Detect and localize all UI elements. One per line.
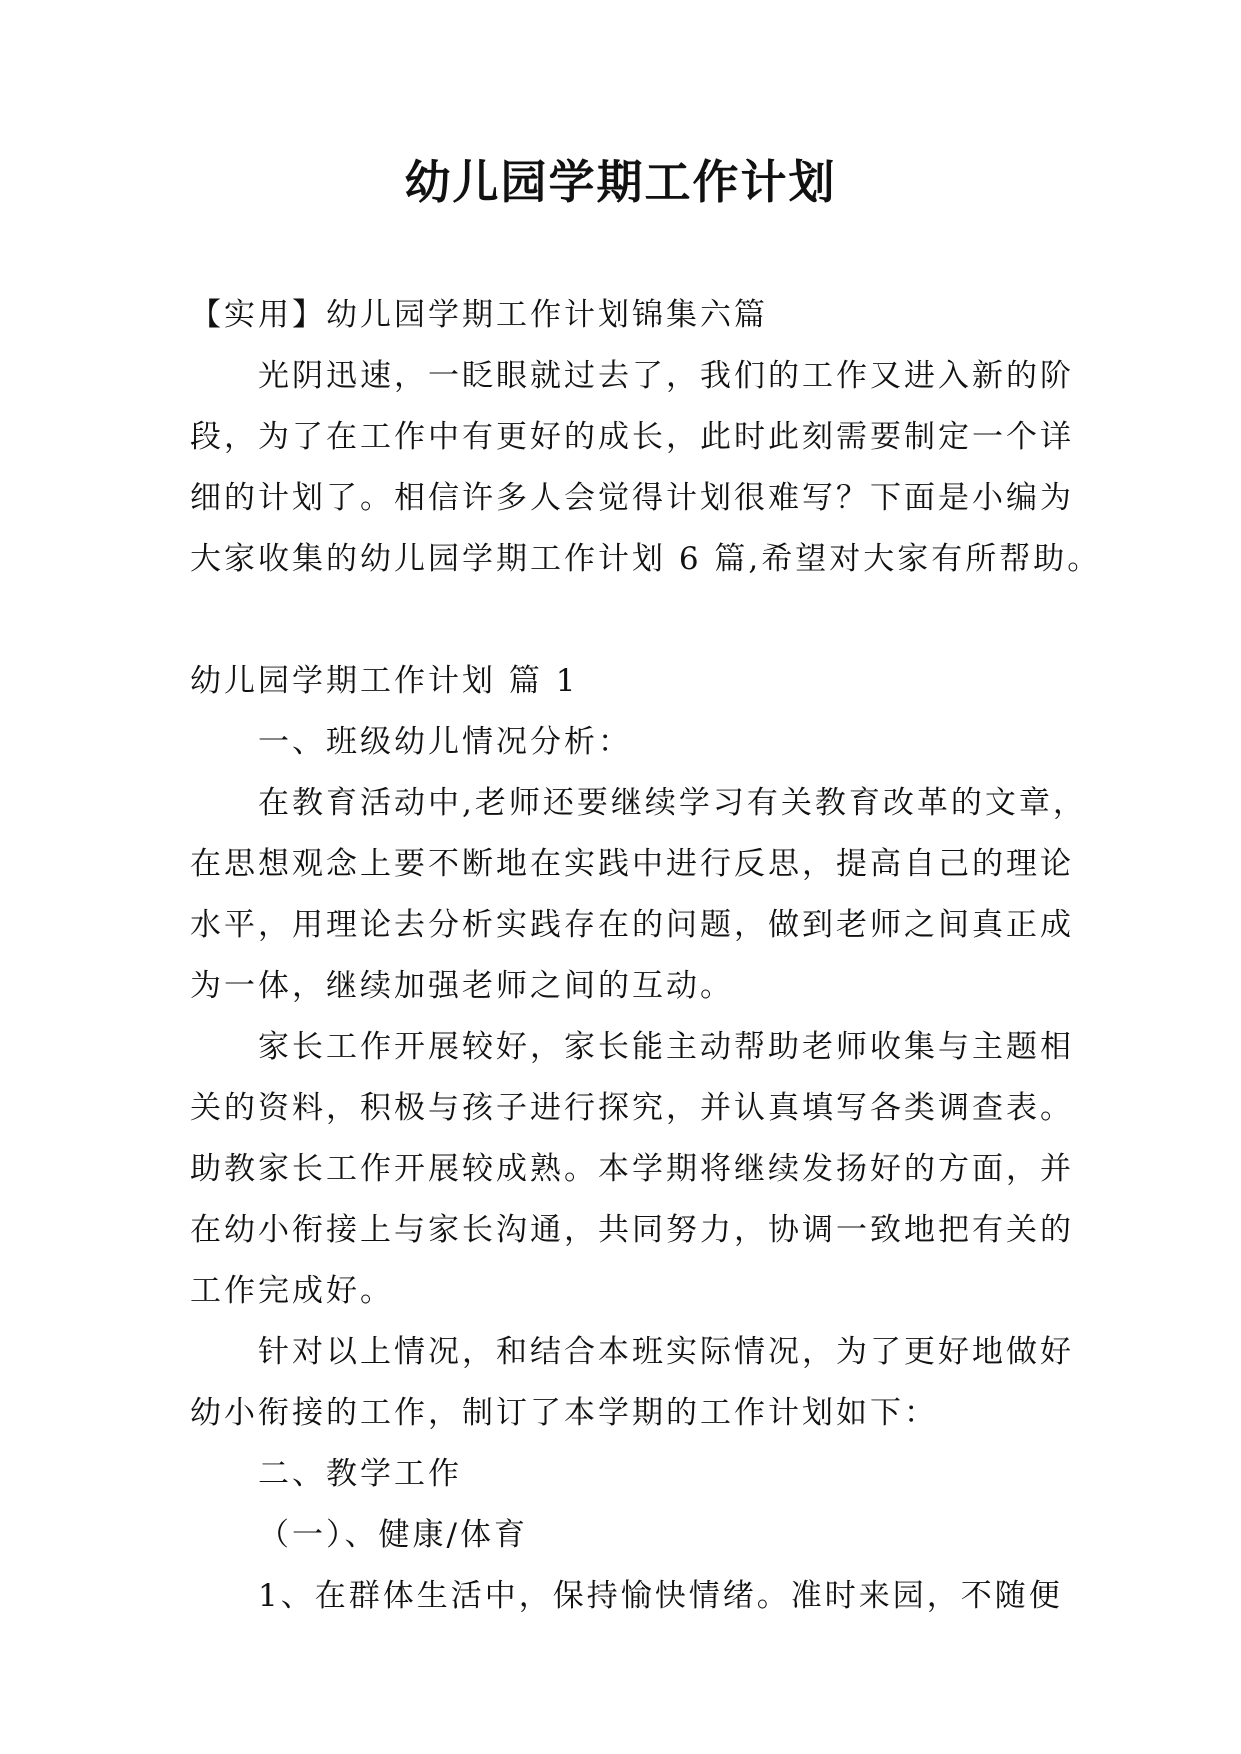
paragraph-line: 为一体，继续加强老师之间的互动。 <box>190 968 734 1004</box>
list-item: 1、在群体生活中，保持愉快情绪。准时来园，不随便 <box>258 1578 1063 1614</box>
paragraph-line: 助教家长工作开展较成熟。本学期将继续发扬好的方面，并 <box>190 1151 1074 1187</box>
paragraph-line: 水平，用理论去分析实践存在的问题，做到老师之间真正成 <box>190 907 1074 943</box>
intro-line: 细的计划了。相信许多人会觉得计划很难写？下面是小编为 <box>190 480 1074 516</box>
subtitle: 【实用】幼儿园学期工作计划锦集六篇 <box>190 297 768 333</box>
paragraph-line: 在思想观念上要不断地在实践中进行反思，提高自己的理论 <box>190 846 1074 882</box>
paragraph-line: 在教育活动中,老师还要继续学习有关教育改革的文章， <box>258 785 1087 821</box>
part-heading: 二、教学工作 <box>258 1456 462 1492</box>
intro-line: 大家收集的幼儿园学期工作计划 6 篇,希望对大家有所帮助。 <box>190 541 1102 577</box>
sub-heading: （一）、健康/体育 <box>258 1517 528 1553</box>
document-body <box>190 285 1102 1627</box>
intro-line: 光阴迅速，一眨眼就过去了，我们的工作又进入新的阶 <box>258 358 1074 394</box>
document-title: 幼儿园学期工作计划 <box>404 155 837 209</box>
paragraph-line: 关的资料，积极与孩子进行探究，并认真填写各类调查表。 <box>190 1090 1074 1126</box>
paragraph-line: 家长工作开展较好，家长能主动帮助老师收集与主题相 <box>258 1029 1074 1065</box>
blank-line <box>190 590 1051 651</box>
intro-line: 段，为了在工作中有更好的成长，此时此刻需要制定一个详 <box>190 419 1074 455</box>
part-heading: 一、班级幼儿情况分析： <box>258 724 632 760</box>
paragraph-line: 在幼小衔接上与家长沟通，共同努力，协调一致地把有关的 <box>190 1212 1074 1248</box>
paragraph-line: 针对以上情况，和结合本班实际情况，为了更好地做好 <box>258 1334 1074 1370</box>
paragraph-line: 工作完成好。 <box>190 1273 394 1309</box>
paragraph-line: 幼小衔接的工作，制订了本学期的工作计划如下： <box>190 1395 938 1431</box>
section-heading: 幼儿园学期工作计划 篇 1 <box>190 663 579 699</box>
